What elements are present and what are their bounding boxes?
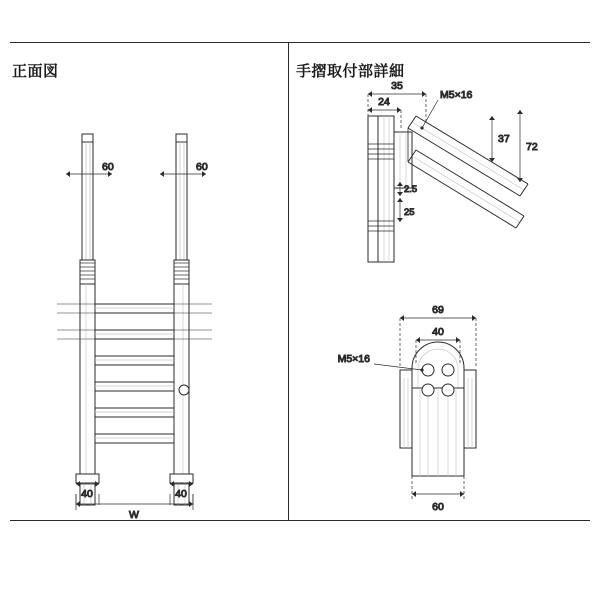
right-handrail-post	[174, 134, 189, 284]
dimension-label-left-post: 60	[102, 161, 114, 173]
panel-title-detail: 手摺取付部詳細	[296, 63, 405, 80]
dimension-label-37: 37	[498, 133, 510, 145]
dimension-label-40: 40	[432, 326, 444, 338]
leader-m5x16-upper	[420, 100, 438, 130]
dimension-37	[489, 116, 495, 162]
dimension-label-60: 60	[432, 501, 444, 513]
dimension-label-overall-width: W	[129, 509, 139, 521]
dimension-label-35: 35	[391, 80, 403, 92]
dimension-label-base-right: 40	[175, 488, 187, 500]
bracket-body-front-view	[404, 378, 472, 476]
dimension-60	[412, 476, 464, 500]
panel-title-front: 正面図	[12, 63, 59, 80]
dimension-label-right-post: 60	[196, 161, 208, 173]
dimension-label-69: 69	[432, 304, 444, 316]
dimension-label-72: 72	[526, 141, 538, 153]
dimension-label-25: 25	[404, 207, 415, 218]
dimension-label-24: 24	[378, 96, 390, 108]
dimension-72	[517, 110, 523, 182]
handrail-mount-detail-upper	[288, 70, 600, 270]
ladder-rungs	[95, 304, 174, 443]
dimension-label-2-5: 2.5	[404, 184, 418, 195]
label-m5x16-upper: M5×16	[440, 89, 473, 101]
handrail-mount-detail-lower	[288, 268, 600, 518]
dimension-label-base-left: 40	[81, 488, 93, 500]
front-elevation-drawing	[0, 42, 288, 522]
left-handrail-post	[80, 134, 95, 284]
dimension-25	[397, 198, 403, 222]
vertical-post-section	[368, 116, 394, 262]
label-m5x16-lower: M5×16	[337, 353, 370, 365]
inclined-handrail	[408, 116, 528, 228]
handrail-bracket-hub	[179, 385, 189, 395]
